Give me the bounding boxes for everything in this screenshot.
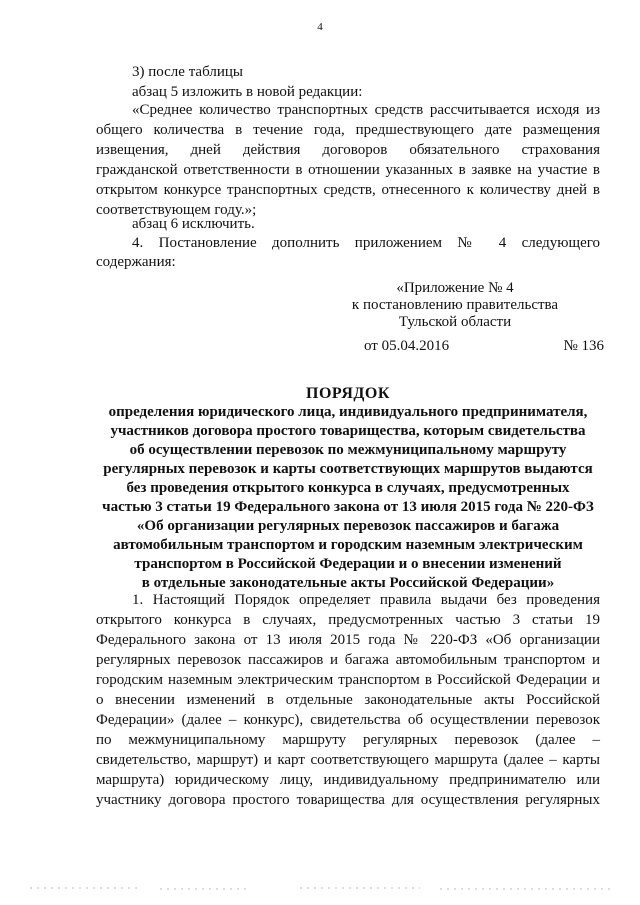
body-line: о внесении изменений в отдельные законодательные акты Российской — [96, 692, 600, 708]
title-line: автомобильным транспортом и городским наземным электрическим — [113, 537, 583, 553]
quote-line: общего количества в течение года, предшествующего дате размещения — [96, 122, 600, 138]
quote-line: извещения, дней действия договоров обязательного страхования — [96, 142, 600, 158]
body-line: Федерации» (далее – конкурс), свидетельства об осуществлении перевозок — [96, 712, 600, 728]
title-line: без проведения открытого конкурса в случаях, предусмотренных — [126, 480, 570, 496]
body-line: свидетельство, маршрут) и карт соответствующего маршрута (далее – карты — [96, 752, 600, 768]
document-title — [96, 384, 600, 593]
title-line: транспортом в Российской Федерации и о внесении изменений — [134, 556, 562, 572]
body-line: 1. Настоящий Порядок определяет правила выдачи без проведения — [132, 592, 600, 608]
body-line: участнику договора простого товарищества для осуществления регулярных — [96, 792, 600, 808]
resolution-number: № 136 — [563, 338, 604, 354]
appendix-line: Тульской области — [398, 314, 512, 330]
appendix-reference — [330, 280, 580, 331]
scan-artifact — [0, 884, 640, 894]
item-3: 3) после таблицы — [132, 64, 243, 80]
resolution-date: от 05.04.2016 — [364, 338, 450, 354]
item-4: 4. Постановление дополнить приложением № 4 следующего — [132, 235, 600, 251]
title-line: об осуществлении перевозок по межмуниципальному маршруту — [129, 442, 567, 458]
quote-line-last: соответствующем году.»; — [96, 202, 257, 218]
quote-block — [96, 100, 600, 220]
paragraph-6: абзац 6 исключить. — [132, 216, 255, 232]
body-line: по межмуниципальному маршруту регулярных перевозок (далее – — [96, 732, 600, 748]
appendix-line: к постановлению правительства — [351, 297, 559, 313]
title-line: регулярных перевозок и карты соответствующих маршрутов выдаются — [103, 461, 593, 477]
appendix-line: «Приложение № 4 — [396, 280, 514, 296]
body-line: маршрута) юридическому лицу, индивидуальному предпринимателю или — [96, 772, 600, 788]
quote-line: гражданской ответственности в отношении указанных в заявке на участие в — [96, 162, 600, 178]
resolution-date-row — [364, 336, 604, 356]
body-line: городским наземным электрическим транспортом в Российской Федерации и — [96, 672, 600, 688]
body-line: открытого конкурса в случаях, предусмотренных частью 3 статьи 19 — [96, 612, 600, 628]
page-number: 4 — [317, 21, 323, 33]
paragraph-5-intro: абзац 5 изложить в новой редакции: — [132, 84, 363, 100]
paragraph-1 — [96, 590, 600, 810]
quote-line: «Среднее количество транспортных средств рассчитывается исходя из — [132, 102, 600, 118]
title-heading: ПОРЯДОК — [306, 385, 390, 402]
title-line: участников договора простого товарищества, которым свидетельства — [110, 423, 586, 439]
title-line: определения юридического лица, индивидуального предпринимателя, — [108, 404, 588, 420]
body-line: регулярных перевозок пассажиров и багажа автомобильным транспортом и — [96, 652, 600, 668]
title-line: «Об организации регулярных перевозок пассажиров и багажа — [136, 518, 560, 534]
title-line: частью 3 статьи 19 Федерального закона от 13 июля 2015 года № 220-ФЗ — [102, 499, 594, 515]
quote-line: открытом конкурсе транспортных средств, отнесенного к количеству дней в — [96, 182, 600, 198]
title-line: в отдельные законодательные акты Российской Федерации» — [141, 575, 555, 591]
body-line: Федерального закона от 13 июля 2015 года № 220-ФЗ «Об организации — [96, 632, 600, 648]
item-4-cont: содержания: — [96, 254, 176, 270]
